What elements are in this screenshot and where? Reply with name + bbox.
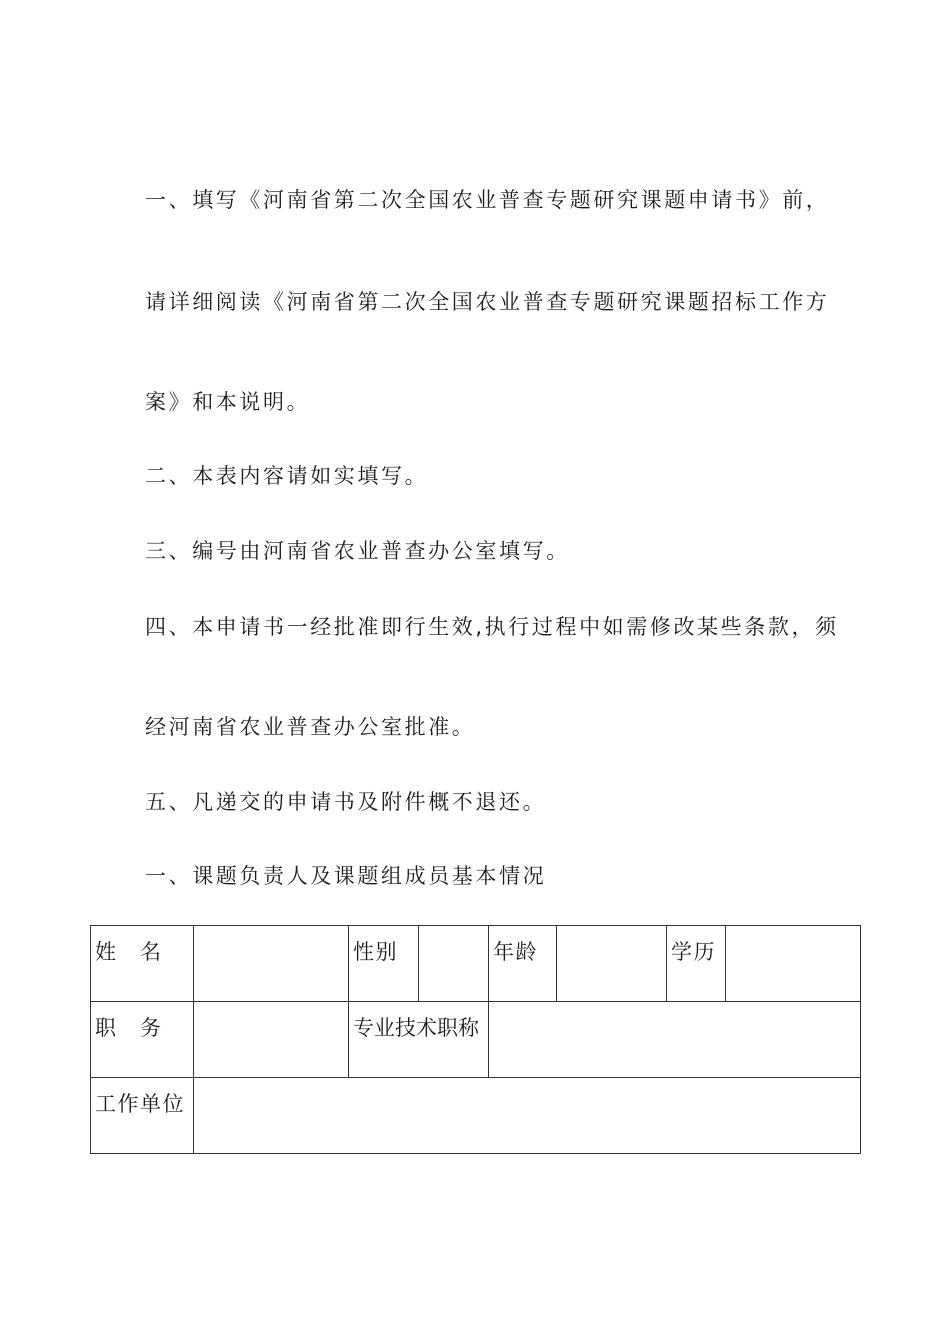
age-field[interactable] bbox=[557, 926, 667, 1002]
instruction-4-line-2: 经河南省农业普查办公室批准。 bbox=[145, 715, 476, 739]
instruction-2: 二、本表内容请如实填写。 bbox=[145, 464, 429, 488]
instruction-4-line-1: 四、本申请书一经批准即行生效,执行过程中如需修改某些条款，须 bbox=[145, 615, 839, 639]
table-row bbox=[91, 1078, 861, 1154]
gender-field[interactable] bbox=[419, 926, 489, 1002]
section-title: 一、课题负责人及课题组成员基本情况 bbox=[145, 864, 547, 888]
instruction-3: 三、编号由河南省农业普查办公室填写。 bbox=[145, 539, 570, 563]
professional-title-label: 专业技术职称 bbox=[349, 1002, 489, 1078]
age-label: 年龄 bbox=[489, 926, 557, 1002]
instruction-1-line-1: 一、填写《河南省第二次全国农业普查专题研究课题申请书》前， bbox=[145, 188, 830, 212]
instruction-1-line-3: 案》和本说明。 bbox=[145, 390, 311, 414]
professional-title-field[interactable] bbox=[489, 1002, 861, 1078]
education-field[interactable] bbox=[726, 926, 861, 1002]
workplace-label: 工作单位 bbox=[91, 1078, 194, 1154]
position-field[interactable] bbox=[194, 1002, 349, 1078]
position-label: 职 务 bbox=[91, 1002, 194, 1078]
table-row bbox=[91, 1002, 861, 1078]
gender-label: 性别 bbox=[349, 926, 419, 1002]
instruction-5: 五、凡递交的申请书及附件概不退还。 bbox=[145, 790, 547, 814]
table-row bbox=[91, 926, 861, 1002]
basic-info-table bbox=[90, 925, 861, 1154]
workplace-field[interactable] bbox=[194, 1078, 861, 1154]
instruction-1-line-2: 请详细阅读《河南省第二次全国农业普查专题研究课题招标工作方 bbox=[145, 290, 830, 314]
name-label: 姓 名 bbox=[91, 926, 194, 1002]
education-label: 学历 bbox=[667, 926, 726, 1002]
name-field[interactable] bbox=[194, 926, 349, 1002]
